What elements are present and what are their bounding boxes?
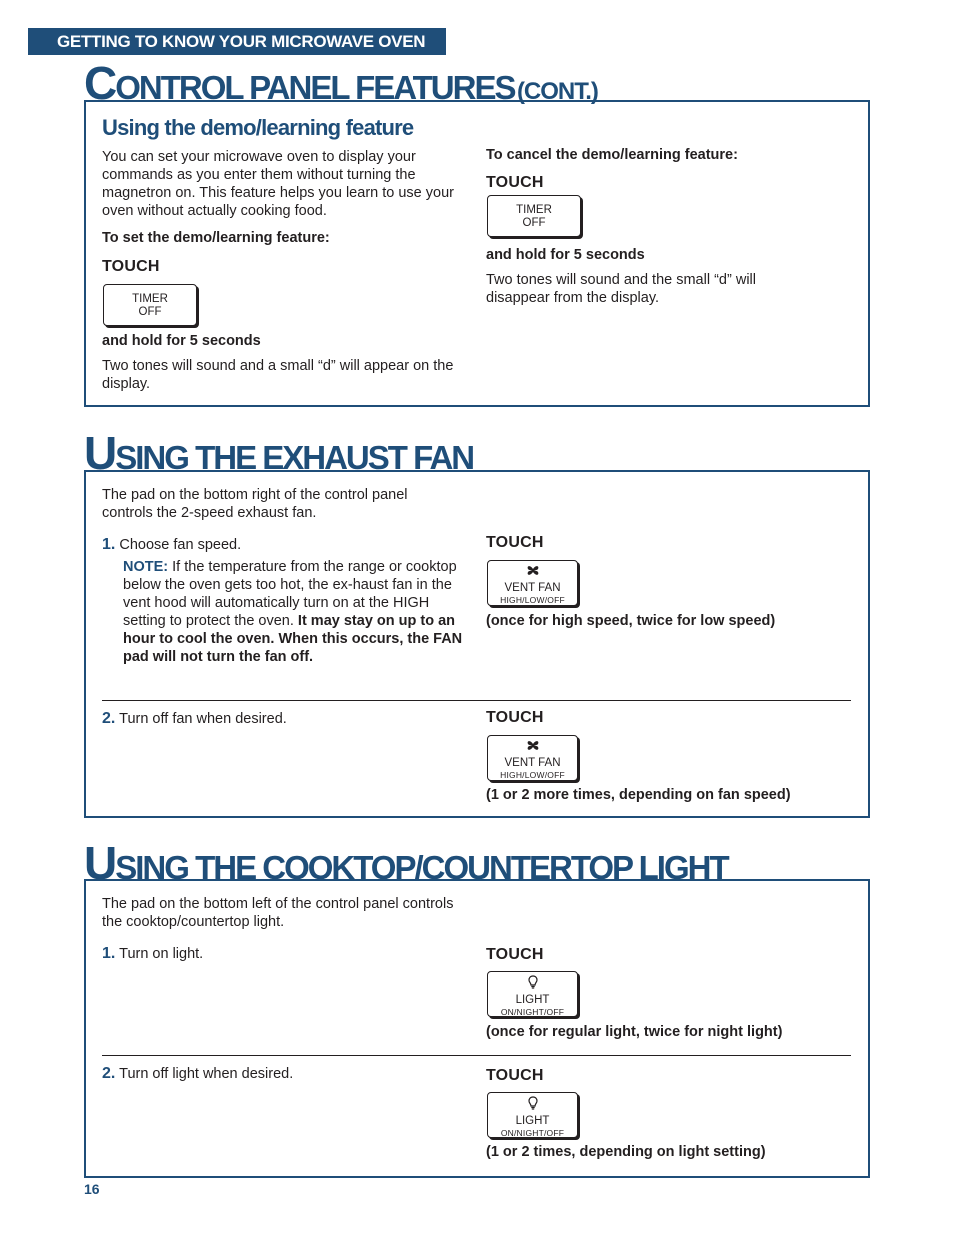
light-heading-cap: U bbox=[84, 837, 116, 889]
fan-step2-text: Turn off fan when desired. bbox=[119, 711, 287, 727]
fan-intro: The pad on the bottom right of the control panel controls the 2-speed exhaust fan. bbox=[102, 487, 408, 521]
fan-step1-text: Choose fan speed. bbox=[119, 537, 242, 553]
light-step1-number: 1. bbox=[102, 945, 116, 962]
demo-intro: You can set your microwave oven to display your commands as you enter them without turning the magnetron on. This feature helps you learn to use your oven without actually cooking food. bbox=[102, 149, 454, 219]
fan-divider bbox=[102, 700, 851, 701]
light-step2-number: 2. bbox=[102, 1065, 116, 1082]
vent-fan-key-off-line2: HIGH/LOW/OFF bbox=[500, 770, 565, 780]
fan-step2-number: 2. bbox=[102, 710, 116, 727]
fan-step2-caption: (1 or 2 more times, depending on fan speed) bbox=[486, 787, 791, 803]
fan-note-bold: It may stay on up to an hour to cool the oven. When this occurs, the FAN pad will not turn the fan off. bbox=[123, 613, 463, 665]
fan-icon bbox=[526, 564, 540, 577]
fan-heading-rest: SING THE EXHAUST FAN bbox=[115, 439, 474, 476]
page-title-cap: C bbox=[84, 57, 116, 109]
demo-set-label: To set the demo/learning feature: bbox=[102, 230, 330, 246]
light-intro: The pad on the bottom left of the control panel controls the cooktop/countertop light. bbox=[102, 896, 454, 930]
demo-cancel-hold: and hold for 5 seconds bbox=[486, 247, 645, 263]
timer-off-key-cancel-line2: OFF bbox=[522, 217, 546, 229]
timer-off-key-line2: OFF bbox=[138, 306, 162, 318]
light-step1-caption: (once for regular light, twice for night light) bbox=[486, 1024, 783, 1040]
fan-note bbox=[123, 558, 463, 666]
page-title-cont: (CONT.) bbox=[516, 78, 598, 105]
light-key-off[interactable] bbox=[487, 1092, 578, 1138]
light-step1-text: Turn on light. bbox=[119, 946, 204, 962]
timer-off-key-cancel[interactable] bbox=[487, 195, 581, 237]
vent-fan-key-line2: HIGH/LOW/OFF bbox=[500, 595, 565, 605]
light-key-line1: LIGHT bbox=[515, 994, 550, 1006]
light-key-off-line1: LIGHT bbox=[515, 1115, 550, 1127]
vent-fan-key-line1: VENT FAN bbox=[504, 582, 561, 594]
fan-note-label: NOTE: bbox=[123, 559, 169, 575]
fan-note-text: If the temperature from the range or cooktop below the oven gets too hot, the ex-haust fan in the vent hood will automatically turn on at the HIGH setting to protect the oven. bbox=[123, 559, 457, 629]
demo-cancel-touch: TOUCH bbox=[486, 174, 544, 191]
timer-off-key[interactable] bbox=[103, 284, 197, 326]
fan-step1-caption: (once for high speed, twice for low speed) bbox=[486, 613, 776, 629]
light-step2 bbox=[102, 1065, 293, 1083]
light-step2-caption: (1 or 2 times, depending on light setting) bbox=[486, 1144, 766, 1160]
fan-step1-number: 1. bbox=[102, 536, 116, 553]
timer-off-key-line1: TIMER bbox=[132, 293, 168, 305]
light-step1-touch: TOUCH bbox=[486, 946, 544, 963]
vent-fan-key-off-line1: VENT FAN bbox=[504, 757, 561, 769]
page-number: 16 bbox=[84, 1181, 100, 1197]
demo-set-touch: TOUCH bbox=[102, 258, 160, 275]
light-heading-rest: SING THE COOKTOP/COUNTERTOP LIGHT bbox=[115, 849, 728, 886]
light-step1 bbox=[102, 945, 203, 963]
fan-step2 bbox=[102, 710, 287, 728]
light-key-off-line2: ON/NIGHT/OFF bbox=[500, 1128, 565, 1138]
light-bulb-icon bbox=[527, 1096, 539, 1110]
fan-icon bbox=[526, 739, 540, 752]
light-key-line2: ON/NIGHT/OFF bbox=[500, 1007, 565, 1017]
section-tab: GETTING TO KNOW YOUR MICROWAVE OVEN bbox=[28, 28, 446, 55]
demo-set-result: Two tones will sound and a small “d” will appear on the display. bbox=[102, 358, 454, 392]
fan-step1-touch: TOUCH bbox=[486, 534, 544, 551]
light-bulb-icon bbox=[527, 975, 539, 989]
light-step2-touch: TOUCH bbox=[486, 1067, 544, 1084]
timer-off-key-cancel-line1: TIMER bbox=[516, 204, 552, 216]
fan-heading-cap: U bbox=[84, 427, 116, 479]
page-title-rest: ONTROL PANEL FEATURES bbox=[115, 69, 515, 106]
demo-cancel-result: Two tones will sound and the small “d” will disappear from the display. bbox=[486, 272, 756, 306]
demo-subhead: Using the demo/learning feature bbox=[102, 115, 414, 140]
light-key[interactable] bbox=[487, 971, 578, 1017]
fan-step2-touch: TOUCH bbox=[486, 709, 544, 726]
demo-cancel-label: To cancel the demo/learning feature: bbox=[486, 147, 738, 163]
demo-set-hold: and hold for 5 seconds bbox=[102, 333, 261, 349]
vent-fan-key-off[interactable] bbox=[487, 735, 578, 781]
light-divider bbox=[102, 1055, 851, 1056]
vent-fan-key[interactable] bbox=[487, 560, 578, 606]
fan-step1 bbox=[102, 536, 241, 554]
light-step2-text: Turn off light when desired. bbox=[119, 1066, 294, 1082]
